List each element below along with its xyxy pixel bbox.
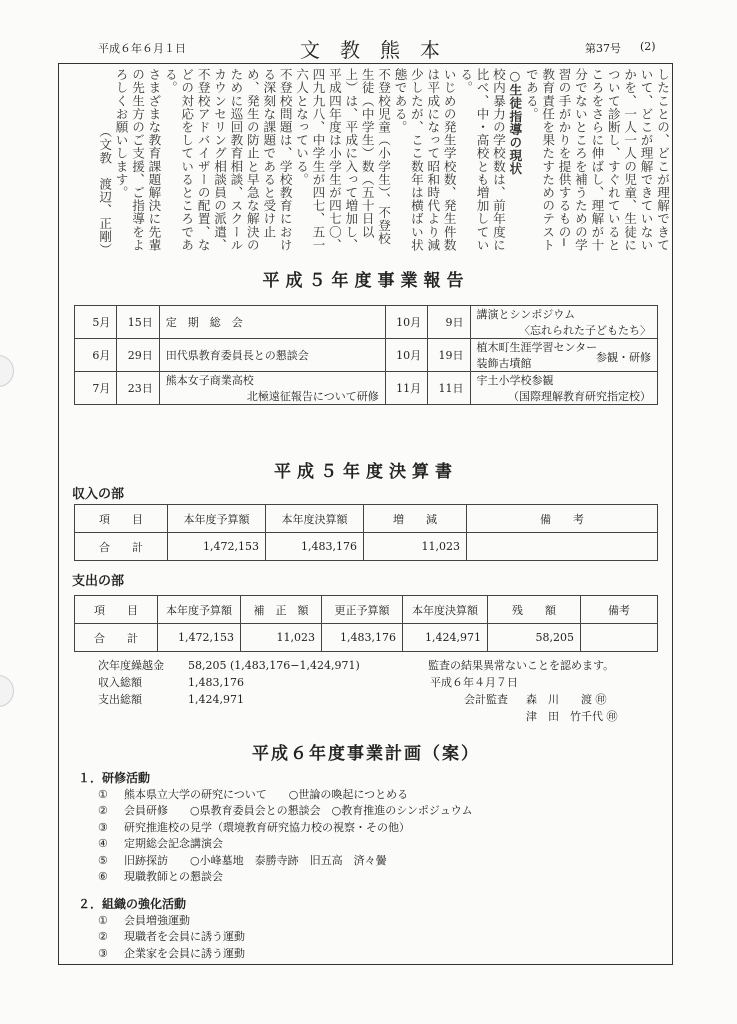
summary-key: 収入総額 <box>98 676 142 689</box>
audit-role: 会計監査 <box>464 693 508 706</box>
item-text: 現職者を会員に誘う運動 <box>124 930 245 943</box>
table-row <box>75 306 658 339</box>
plan-title: 平成６年度事業計画（案） <box>252 744 480 764</box>
item-number: ③ <box>98 946 108 960</box>
table-cell: 合 計 <box>75 624 158 652</box>
event <box>159 372 385 405</box>
list-item <box>78 913 245 930</box>
audit-statement <box>428 657 618 725</box>
audit-text: 監査の結果異常ないことを認めます。 <box>428 659 615 672</box>
table-cell: 1,483,176 <box>322 624 403 652</box>
column-header: 増 減 <box>364 505 467 533</box>
list-item <box>78 820 473 837</box>
item-number: ① <box>98 787 108 801</box>
summary-value: 1,483,176 <box>188 676 244 689</box>
column-header: 備 考 <box>467 505 658 533</box>
plan-section <box>78 770 473 886</box>
article-signature: （文教 渡辺、正剛） <box>97 125 113 256</box>
plan-heading: ２．組織の強化活動 <box>78 897 187 911</box>
table-cell: 1,472,153 <box>158 624 241 652</box>
event-text: 講演とシンポジウム <box>476 308 576 321</box>
article-heading: ○生徒指導の現状 <box>507 68 523 176</box>
column-header: 本年度予算額 <box>168 505 266 533</box>
table-cell: 1,483,176 <box>266 533 364 561</box>
month: 6月 <box>75 339 117 372</box>
event-text: 宇土小学校参観 <box>476 374 554 387</box>
income-table <box>74 504 658 561</box>
list-item <box>78 787 473 804</box>
item-text: 会員増強運動 <box>124 913 190 927</box>
article-paragraph: したことの、どこが理解できていて、どこが理解できていないかを、一人一人の児童、生徒について診断し、すぐれているところをさらに伸ばし、理解が十分でないところを補うための学習の手がかりを提供するもの─教育責任を果たすためのテストである。 <box>523 68 670 252</box>
event-note: 参観・研修 <box>596 351 651 364</box>
item-number: ① <box>98 913 108 927</box>
table-cell: 58,205 <box>488 624 581 652</box>
column-header: 項 目 <box>75 596 158 624</box>
item-number: ⑤ <box>98 853 108 867</box>
auditor-name: 森 川 渡 ㊞ <box>526 693 607 706</box>
item-number: ④ <box>98 837 108 850</box>
item-text: 会員研修 ○県教育委員会との懇談会 ○教育推進のシンポジュウム <box>124 804 473 817</box>
event-subtext: （国際理解教育研究指定校） <box>508 390 651 403</box>
month: 11月 <box>385 372 427 405</box>
table-cell: 1,472,153 <box>168 533 266 561</box>
column-header: 項 目 <box>75 505 168 533</box>
summary-key: 支出総額 <box>98 693 142 706</box>
table-cell: 11,023 <box>364 533 467 561</box>
summary-line <box>98 657 360 674</box>
article-paragraph: さまざまな教育課題解決に先輩の先生方のご支援、ご指導をよろしくお願いします。 <box>113 68 162 252</box>
plan-heading: １．研修活動 <box>78 771 151 785</box>
table-row <box>75 624 658 652</box>
list-item <box>78 803 473 820</box>
column-header: 本年度予算額 <box>158 596 241 624</box>
summary-line <box>98 674 360 691</box>
day: 29日 <box>117 339 159 372</box>
column-header: 備考 <box>581 596 658 624</box>
article-column <box>75 68 670 256</box>
day: 11日 <box>428 372 470 405</box>
report-table <box>74 305 658 405</box>
list-item <box>78 853 473 870</box>
audit-signers <box>428 691 618 708</box>
summary-value: 1,424,971 <box>188 693 244 706</box>
summary-key: 次年度繰越金 <box>98 659 164 672</box>
list-item <box>78 929 245 946</box>
item-text: 現職教師との懇談会 <box>124 870 223 883</box>
audit-date: 平成６年４月７日 <box>430 676 518 689</box>
item-text: 企業家を会員に誘う運動 <box>124 946 245 960</box>
event-subtext: 北極遠征報告について研修 <box>246 390 379 403</box>
article-paragraph: 不登校問題は、学校教育における深刻な課題であると受け止め、発生の防止と早急な解決のために巡回教育相談、スクールカウンセリング相談員の派遣、不登校アドバイザーの配置、などの対応をしているところである。 <box>162 68 293 252</box>
event <box>470 372 657 405</box>
event-text: 熊本女子商業高校 <box>165 374 254 387</box>
event-subtext: 〈忘れられた子どもたち〉 <box>519 324 651 337</box>
list-item <box>78 836 473 853</box>
column-header: 残 額 <box>488 596 581 624</box>
day: 19日 <box>428 339 470 372</box>
summary-line <box>98 691 360 708</box>
issue-date: 平成６年６月１日 <box>98 42 186 55</box>
table-header-row <box>75 505 658 533</box>
binder-hole <box>0 675 14 707</box>
plan-section <box>78 896 245 962</box>
month: 7月 <box>75 372 117 405</box>
list-item <box>78 946 245 963</box>
article-paragraph: 校内暴力の学校数は、前年度に比べ、中・高校とも増加している。 <box>458 68 506 252</box>
table-cell: 1,424,971 <box>403 624 488 652</box>
column-header: 補 正 額 <box>241 596 322 624</box>
event <box>159 339 385 372</box>
balance-summary <box>98 657 360 708</box>
event-text: 田代県教育委員長との懇談会 <box>165 349 309 362</box>
item-number: ② <box>98 804 108 817</box>
article-paragraph: 不登校児童（小学生）、不登校生徒（中学生）数（五十日以上）は、平成に入って増加し、平成四年度は小学生が四七〇、四九九八、中学生が四七、五一六人となっている。 <box>294 68 392 252</box>
binder-hole <box>0 355 14 387</box>
event <box>159 306 385 339</box>
list-item <box>78 869 473 886</box>
column-header: 本年度決算額 <box>403 596 488 624</box>
day: 23日 <box>117 372 159 405</box>
report-title: 平成５年度事業報告 <box>262 271 470 291</box>
item-text: 旧跡探訪 ○小峰墓地 泰勝寺跡 旧五高 済々黌 <box>124 853 387 867</box>
table-row <box>75 533 658 561</box>
expense-table <box>74 595 658 652</box>
page-number: (2) <box>640 40 656 53</box>
day: 9日 <box>428 306 470 339</box>
item-text: 熊本県立大学の研究について ○世論の喚起につとめる <box>124 787 409 801</box>
issue-number: 第37号 <box>585 42 621 55</box>
month: 10月 <box>385 339 427 372</box>
table-cell: 11,023 <box>241 624 322 652</box>
item-text: 研究推進校の見学（環境教育研究協力校の視察・その他） <box>124 820 410 834</box>
column-header: 本年度決算額 <box>266 505 364 533</box>
table-row <box>75 339 658 372</box>
item-number: ② <box>98 930 108 943</box>
event-subtext: 装飾古墳館 <box>476 357 532 370</box>
event-text: 植木町生涯学習センター <box>476 341 598 354</box>
summary-value: 58,205 (1,483,176−1,424,971) <box>188 659 360 672</box>
month: 10月 <box>385 306 427 339</box>
table-header-row <box>75 596 658 624</box>
event <box>470 306 657 339</box>
month: 5月 <box>75 306 117 339</box>
table-row <box>75 372 658 405</box>
settlement-title: 平成５年度決算書 <box>274 462 458 482</box>
income-label: 収入の部 <box>72 487 125 502</box>
day: 15日 <box>117 306 159 339</box>
item-number: ⑥ <box>98 870 108 883</box>
item-number: ③ <box>98 820 108 834</box>
auditor-name: 津 田 竹千代 ㊞ <box>526 710 618 723</box>
event-text: 定 期 総 会 <box>165 316 243 329</box>
table-cell: 合 計 <box>75 533 168 561</box>
item-text: 定期総会記念講演会 <box>124 837 223 850</box>
article-paragraph: いじめの発生学校数、発生件数は平成になって昭和時代より減少したが、ここ数年は横ばい状態である。 <box>392 68 457 252</box>
newsletter-title: 文教熊本 <box>300 38 460 62</box>
expense-label: 支出の部 <box>72 574 125 589</box>
event <box>470 339 657 372</box>
column-header: 更正予算額 <box>322 596 403 624</box>
table-cell <box>467 533 658 561</box>
table-cell <box>581 624 658 652</box>
